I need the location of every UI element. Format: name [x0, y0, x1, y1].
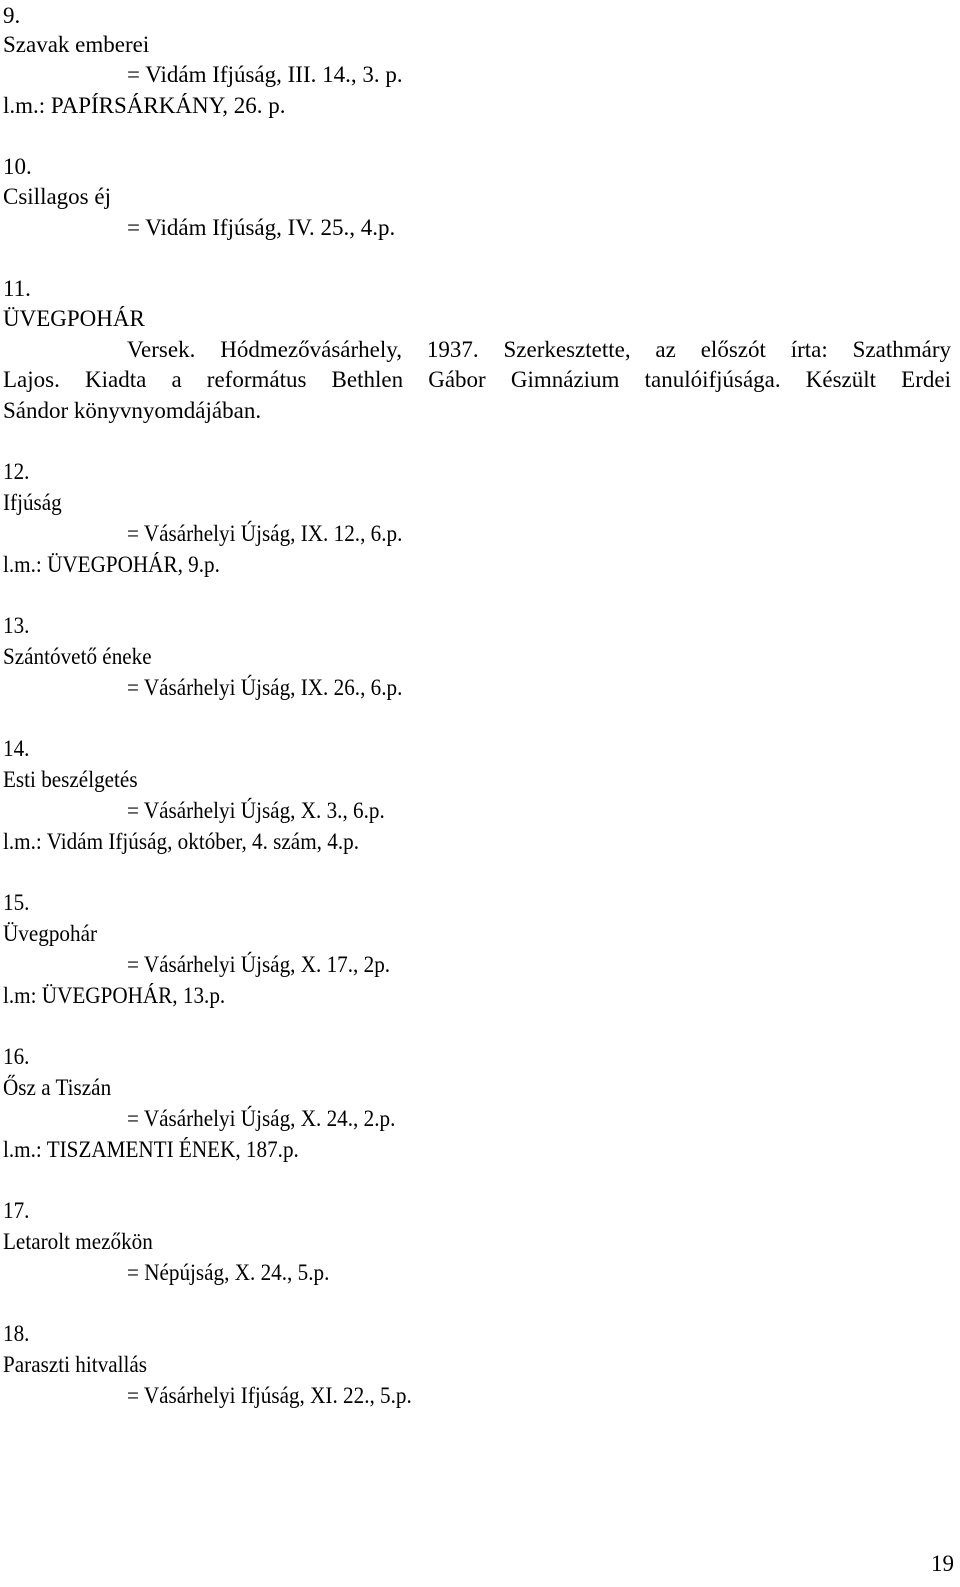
entry-16-reprint-text: l.m.: TISZAMENTI ÉNEK, 187.p.	[3, 1137, 299, 1162]
entry-13-source-text: = Vásárhelyi Újság, IX. 26., 6.p.	[127, 675, 403, 700]
entry-16-title-text: Ősz a Tiszán	[3, 1075, 112, 1100]
entry-9-source: = Vidám Ifjúság, III. 14., 3. p.	[127, 62, 403, 87]
entry-16-title	[3, 1074, 121, 1102]
entry-11-description-line-3: Sándor könyvnyomdájában.	[3, 398, 262, 423]
entry-17-source-text: = Népújság, X. 24., 5.p.	[127, 1260, 330, 1285]
entry-11-number: 11.	[3, 276, 31, 301]
entry-14-title	[3, 766, 149, 794]
entry-12-reprint-text: l.m.: ÜVEGPOHÁR, 9.p.	[3, 552, 220, 577]
entry-13-source	[127, 674, 426, 702]
entry-11-description-line-1: Versek. Hódmezővásárhely, 1937. Szerkesztette, az előszót írta: Szathmáry	[127, 337, 951, 362]
entry-13-number-text: 13.	[3, 613, 30, 638]
entry-17-title	[3, 1228, 166, 1256]
entry-13-title	[3, 643, 165, 671]
entry-18-source-text: = Vásárhelyi Ifjúság, XI. 22., 5.p.	[127, 1383, 412, 1408]
entry-14-reprint	[3, 828, 390, 856]
entry-12-number	[3, 458, 32, 486]
entry-9-title: Szavak emberei	[3, 32, 150, 57]
entry-17-title-text: Letarolt mezőkön	[3, 1229, 153, 1254]
entry-14-number-text: 14.	[3, 736, 30, 761]
entry-15-title	[3, 920, 105, 948]
entry-14-reprint-text: l.m.: Vidám Ifjúság, október, 4. szám, 4.p.	[3, 829, 359, 854]
entry-15-reprint	[3, 982, 245, 1010]
entry-14-number	[3, 735, 32, 763]
entry-14-title-text: Esti beszélgetés	[3, 767, 138, 792]
entry-14-source-text: = Vásárhelyi Újság, X. 3., 6.p.	[127, 798, 385, 823]
entry-16-source-text: = Vásárhelyi Újság, X. 24., 2.p.	[127, 1106, 396, 1131]
entry-9-number: 9.	[3, 3, 21, 28]
entry-12-number-text: 12.	[3, 459, 30, 484]
entry-12-source	[127, 520, 426, 548]
page-number: 19	[931, 1551, 954, 1576]
entry-10-number: 10.	[3, 154, 32, 179]
entry-12-title-text: Ifjúság	[3, 490, 62, 515]
entry-14-source	[127, 797, 407, 825]
entry-12-reprint	[3, 551, 239, 579]
entry-16-reprint	[3, 1136, 325, 1164]
entry-12-source-text: = Vásárhelyi Újság, IX. 12., 6.p.	[127, 521, 403, 546]
entry-15-title-text: Üvegpohár	[3, 921, 98, 946]
entry-15-reprint-text: l.m: ÜVEGPOHÁR, 13.p.	[3, 983, 226, 1008]
entry-18-title-text: Paraszti hitvallás	[3, 1352, 147, 1377]
entry-12-title	[3, 489, 67, 517]
entry-18-title	[3, 1351, 160, 1379]
entry-11-title: ÜVEGPOHÁR	[3, 306, 145, 331]
entry-17-number	[3, 1197, 32, 1225]
entry-11-description-line-2: Lajos. Kiadta a református Bethlen Gábor Gimnázium tanulóifjúsága. Készült Erdei	[3, 367, 951, 392]
entry-15-source	[127, 951, 413, 979]
entry-18-source	[127, 1382, 437, 1410]
entry-18-number	[3, 1320, 32, 1348]
entry-16-number-text: 16.	[3, 1044, 30, 1069]
entry-17-source	[127, 1259, 347, 1287]
entry-17-number-text: 17.	[3, 1198, 30, 1223]
entry-9-reprint: l.m.: PAPÍRSÁRKÁNY, 26. p.	[3, 93, 286, 118]
entry-16-number	[3, 1043, 32, 1071]
entry-13-number	[3, 612, 32, 640]
entry-13-title-text: Szántóvető éneke	[3, 644, 152, 669]
entry-15-number-text: 15.	[3, 890, 30, 915]
entry-18-number-text: 18.	[3, 1321, 30, 1346]
entry-16-source	[127, 1105, 419, 1133]
entry-15-number	[3, 889, 32, 917]
entry-10-source: = Vidám Ifjúság, IV. 25., 4.p.	[127, 215, 396, 240]
entry-15-source-text: = Vásárhelyi Újság, X. 17., 2p.	[127, 952, 391, 977]
entry-10-title: Csillagos éj	[3, 184, 111, 209]
